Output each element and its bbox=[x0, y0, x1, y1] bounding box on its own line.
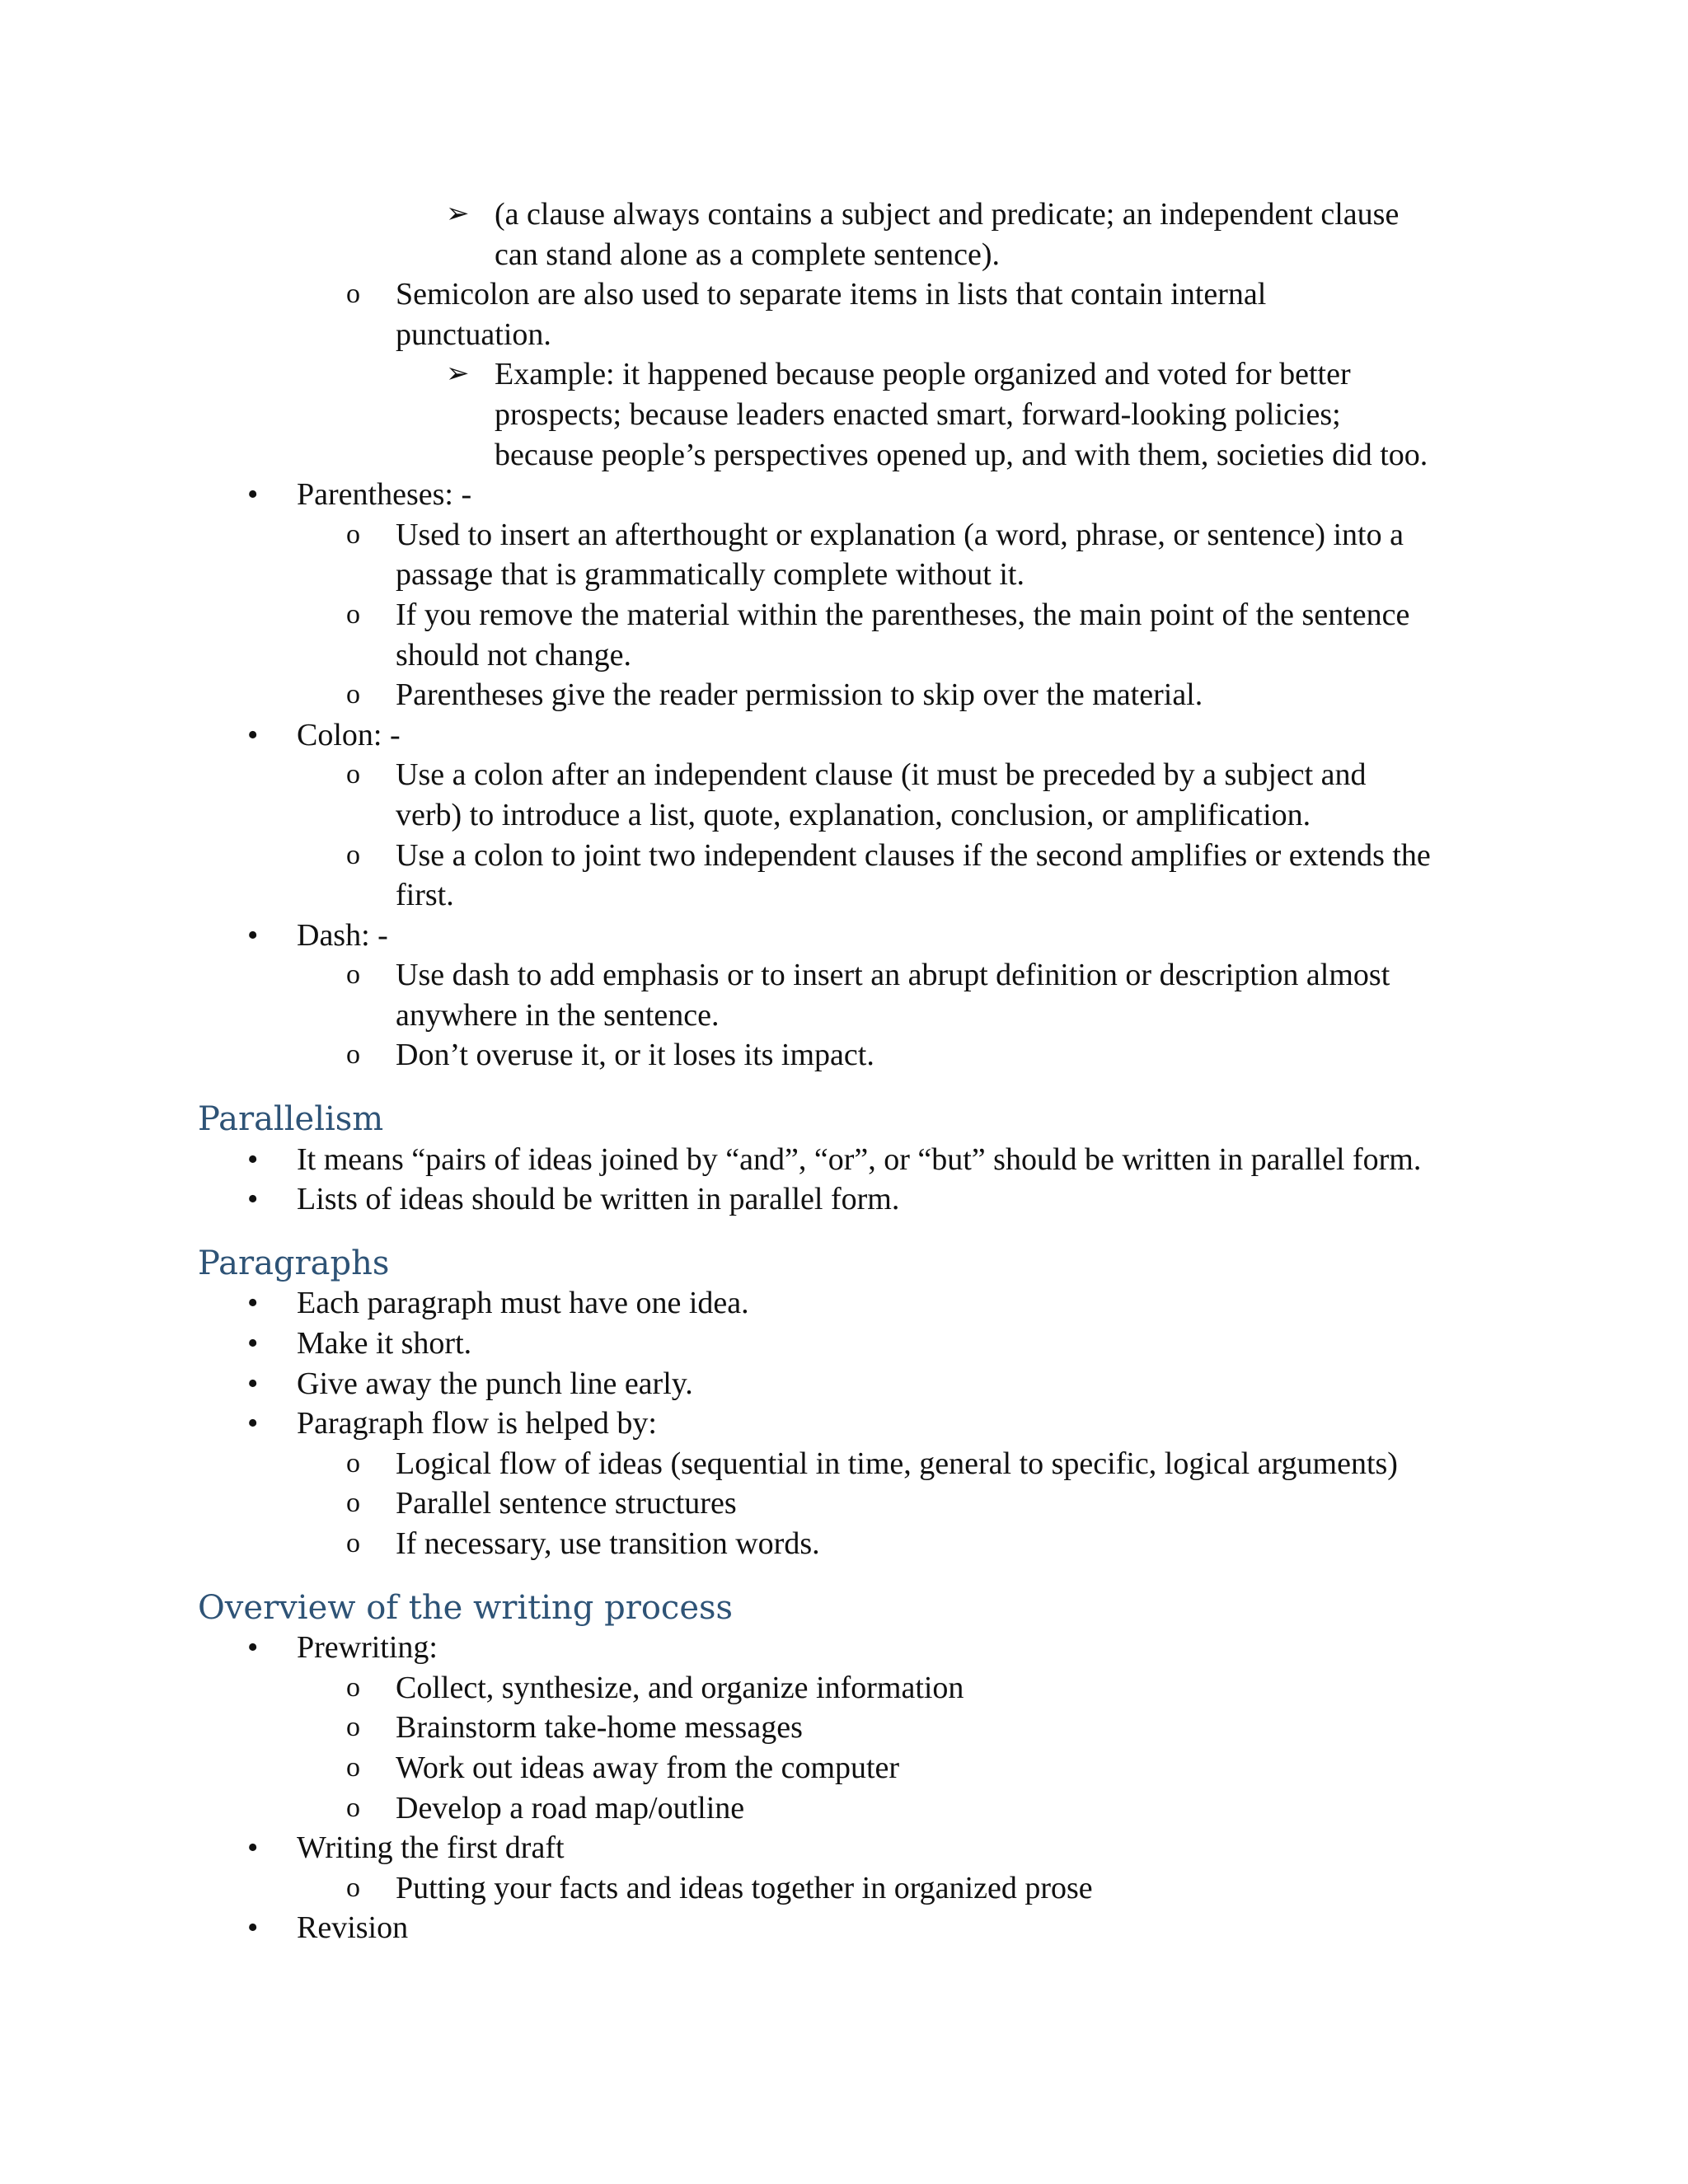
list-item-text: verb) to introduce a list, quote, explanation, conclusion, or amplification. bbox=[396, 797, 1311, 832]
list-item-text: Use a colon to joint two independent clauses if the second amplifies or extends the bbox=[396, 837, 1431, 873]
list-item-text: Each paragraph must have one idea. bbox=[297, 1286, 749, 1321]
list-item-text: Example: it happened because people organized and voted for better bbox=[495, 357, 1351, 392]
bullet-icon: • bbox=[247, 1910, 259, 1946]
list-item-text: It means “pairs of ideas joined by “and”, “or”, or “but” should be written in parallel form. bbox=[297, 1141, 1422, 1177]
list-item-text: Give away the punch line early. bbox=[297, 1366, 693, 1401]
list-item-continuation bbox=[0, 435, 1688, 476]
list-item-text: If you remove the material within the parentheses, the main point of the sentence bbox=[396, 597, 1410, 632]
list-item-text: Logical flow of ideas (sequential in time, general to specific, logical arguments) bbox=[396, 1446, 1398, 1481]
list-item-text: Writing the first draft bbox=[297, 1830, 565, 1866]
list-item-text: Use a colon after an independent clause (it must be preceded by a subject and bbox=[396, 757, 1367, 793]
list-item bbox=[0, 274, 1688, 315]
circle-bullet-icon: o bbox=[346, 959, 360, 991]
circle-bullet-icon: o bbox=[346, 1872, 360, 1903]
list-item-colon bbox=[0, 715, 1688, 756]
circle-bullet-icon: o bbox=[346, 1447, 360, 1479]
circle-bullet-icon: o bbox=[346, 598, 360, 630]
list-item-dash bbox=[0, 916, 1688, 956]
circle-bullet-icon: o bbox=[346, 1528, 360, 1558]
bullet-icon: • bbox=[247, 1830, 259, 1866]
circle-bullet-icon: o bbox=[346, 1712, 360, 1743]
list-item bbox=[0, 1748, 1688, 1788]
circle-bullet-icon: o bbox=[346, 279, 360, 310]
list-item-text: Develop a road map/outline bbox=[396, 1790, 745, 1825]
list-item-text: Parentheses: - bbox=[297, 477, 472, 513]
list-item bbox=[0, 955, 1688, 996]
list-item-continuation bbox=[0, 635, 1688, 676]
list-item-continuation bbox=[0, 235, 1688, 275]
list-item bbox=[0, 1324, 1688, 1364]
bullet-icon: • bbox=[247, 717, 259, 752]
list-item-continuation bbox=[0, 395, 1688, 435]
document-body bbox=[0, 194, 1688, 1948]
list-item-text: Use dash to add emphasis or to insert an abrupt definition or description almost bbox=[396, 958, 1390, 993]
list-item-text: Don’t overuse it, or it loses its impact. bbox=[396, 1038, 874, 1073]
list-item bbox=[0, 1524, 1688, 1564]
arrow-bullet-icon: ➢ bbox=[446, 359, 470, 390]
list-item-text: Prewriting: bbox=[297, 1630, 438, 1666]
list-item-text: Colon: - bbox=[297, 717, 401, 752]
list-item bbox=[0, 1628, 1688, 1668]
list-item-text: Putting your facts and ideas together in organized prose bbox=[396, 1870, 1093, 1905]
circle-bullet-icon: o bbox=[346, 1671, 360, 1703]
list-item-continuation bbox=[0, 996, 1688, 1036]
bullet-icon: • bbox=[247, 1630, 259, 1666]
list-item-text: Revision bbox=[297, 1910, 409, 1946]
list-item-text: can stand alone as a complete sentence). bbox=[495, 237, 1000, 272]
list-item bbox=[0, 1140, 1688, 1180]
list-item bbox=[0, 836, 1688, 876]
section-heading-overview bbox=[0, 1588, 1688, 1629]
list-item-text: punctuation. bbox=[396, 316, 551, 352]
bullet-icon: • bbox=[247, 1326, 259, 1361]
circle-bullet-icon: o bbox=[346, 518, 360, 550]
list-item bbox=[0, 1483, 1688, 1524]
list-item-text: Lists of ideas should be written in parallel form. bbox=[297, 1182, 900, 1217]
bullet-icon: • bbox=[247, 477, 259, 513]
list-item bbox=[0, 354, 1688, 395]
list-item bbox=[0, 1868, 1688, 1909]
bullet-icon: • bbox=[247, 1286, 259, 1321]
list-item bbox=[0, 515, 1688, 555]
list-item bbox=[0, 675, 1688, 715]
list-item-text: Work out ideas away from the computer bbox=[396, 1750, 900, 1785]
circle-bullet-icon: o bbox=[346, 759, 360, 790]
list-item bbox=[0, 1179, 1688, 1220]
list-item-text: Dash: - bbox=[297, 917, 388, 953]
list-item bbox=[0, 1404, 1688, 1444]
list-item bbox=[0, 1828, 1688, 1868]
list-item bbox=[0, 755, 1688, 795]
list-item-continuation bbox=[0, 875, 1688, 916]
bullet-icon: • bbox=[247, 1366, 259, 1401]
list-item-text: Paragraph flow is helped by: bbox=[297, 1406, 657, 1441]
list-item-text: Parallel sentence structures bbox=[396, 1486, 737, 1521]
list-item bbox=[0, 1364, 1688, 1404]
list-item-text: Make it short. bbox=[297, 1326, 472, 1361]
list-item-continuation bbox=[0, 795, 1688, 836]
list-item-text: passage that is grammatically complete without it. bbox=[396, 557, 1025, 593]
list-item bbox=[0, 1444, 1688, 1484]
list-item-text: Brainstorm take-home messages bbox=[396, 1710, 803, 1746]
list-item-text: Collect, synthesize, and organize information bbox=[396, 1670, 964, 1705]
section-heading-paragraphs bbox=[0, 1244, 1688, 1284]
bullet-icon: • bbox=[247, 917, 259, 953]
heading-text: Paragraphs bbox=[198, 1244, 390, 1282]
circle-bullet-icon: o bbox=[346, 1751, 360, 1783]
list-item-text: If necessary, use transition words. bbox=[396, 1526, 820, 1561]
section-heading-parallelism bbox=[0, 1099, 1688, 1140]
heading-text: Parallelism bbox=[198, 1100, 384, 1139]
list-item-text: (a clause always contains a subject and predicate; an independent clause bbox=[495, 197, 1400, 232]
list-item-text: because people’s perspectives opened up, and with them, societies did too. bbox=[495, 437, 1428, 472]
list-item bbox=[0, 1283, 1688, 1324]
list-item-text: first. bbox=[396, 878, 454, 913]
circle-bullet-icon: o bbox=[346, 1039, 360, 1071]
list-item bbox=[0, 1035, 1688, 1076]
list-item-text: Semicolon are also used to separate items in lists that contain internal bbox=[396, 277, 1267, 312]
circle-bullet-icon: o bbox=[346, 1792, 360, 1823]
list-item bbox=[0, 194, 1688, 235]
list-item-text: anywhere in the sentence. bbox=[396, 997, 720, 1033]
list-item-continuation bbox=[0, 315, 1688, 355]
bullet-icon: • bbox=[247, 1182, 259, 1217]
list-item-continuation bbox=[0, 555, 1688, 595]
list-item-text: should not change. bbox=[396, 637, 632, 673]
bullet-icon: • bbox=[247, 1141, 259, 1177]
list-item bbox=[0, 1708, 1688, 1748]
list-item-parentheses bbox=[0, 475, 1688, 515]
list-item bbox=[0, 1908, 1688, 1948]
bullet-icon: • bbox=[247, 1406, 259, 1441]
list-item-text: prospects; because leaders enacted smart, forward-looking policies; bbox=[495, 396, 1341, 432]
list-item bbox=[0, 1668, 1688, 1708]
list-item-text: Used to insert an afterthought or explanation (a word, phrase, or sentence) into a bbox=[396, 517, 1404, 552]
heading-text: Overview of the writing process bbox=[198, 1588, 734, 1627]
list-item bbox=[0, 1788, 1688, 1829]
circle-bullet-icon: o bbox=[346, 1488, 360, 1519]
circle-bullet-icon: o bbox=[346, 679, 360, 710]
list-item bbox=[0, 595, 1688, 635]
circle-bullet-icon: o bbox=[346, 839, 360, 870]
list-item-text: Parentheses give the reader permission to skip over the material. bbox=[396, 677, 1203, 713]
arrow-bullet-icon: ➢ bbox=[446, 199, 470, 229]
